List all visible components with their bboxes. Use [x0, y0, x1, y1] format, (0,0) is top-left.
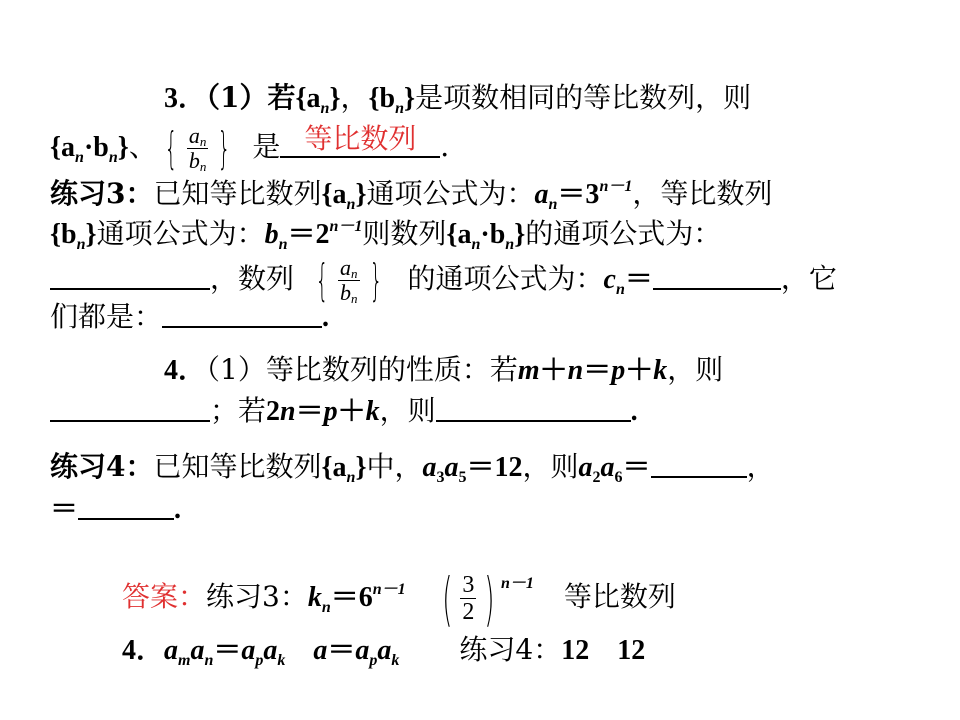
ex3-label: 练习3：	[50, 177, 154, 210]
ex3-line3: ，数列 { $\frac{a_n}{b_n}$ } 的通项公式为：$c_n=$ ，它	[50, 252, 837, 306]
item4-line2: ；若2n＝p＋k，则 .	[50, 390, 638, 430]
ex4-blank-2	[78, 488, 174, 520]
ex3-line1: 练习3：已知等比数列$\{a_n\}$通项公式为：$a_n=3^{n-1}$，等比数列	[50, 177, 773, 213]
answers-line1: 答案：练习3：$k_n=6^{n-1}$ ( $\frac{3}{2}$ ) $^{n-1}$ 等比数列	[122, 564, 676, 633]
fraction-an-bn: $\frac{a_n}{b_n}$	[340, 255, 358, 306]
left-brace: {	[164, 122, 178, 174]
fraction-3-2: $\frac{3}{2}$	[462, 572, 475, 625]
ex3-line4: 们都是： .	[50, 296, 329, 336]
item3-text: 是项数相同的等比数列，则	[415, 81, 752, 114]
left-paren: (	[441, 564, 453, 633]
ex4-blank-1	[651, 446, 747, 478]
item3-part: （1）若	[206, 81, 296, 114]
item3-answer-blank	[280, 122, 440, 158]
ex3-blank-2	[653, 258, 781, 290]
ex4-line1: 练习4：已知等比数列$\{a_n\}$中，$a_3a_5=12$，则$a_2a_6=$ ，	[50, 446, 775, 486]
ex3-line2: $\{b_n\}$通项公式为：$b_n=2^{n-1}$则数列$\{a_n\cdot b_n\}$的通项公式为：	[50, 217, 722, 253]
right-brace: }	[369, 254, 382, 306]
ex4-line2: ＝ .	[50, 488, 181, 528]
item3-answer: 等比数列	[304, 122, 417, 155]
item3-line2: $\{a_n\cdot b_n\}$、 { $\frac{a_n}{b_n}$ } 是 等比数列 ．	[50, 122, 469, 174]
fraction-an-bn: $\frac{a_n}{b_n}$	[188, 123, 207, 174]
answers-line2: 4．$a_ma_n=a_pa_k$ $a=a_pa_k$ 练习4：12 12	[122, 633, 646, 669]
right-brace: }	[218, 122, 231, 174]
ex3-blank-1	[50, 258, 210, 290]
item4-number: 4．	[164, 355, 207, 386]
item4-line1: 4．（1）等比数列的性质：若m＋n＝p＋k，则	[164, 353, 724, 386]
ex3-blank-3	[162, 296, 322, 328]
right-paren: )	[484, 564, 495, 633]
ex4-label: 练习4：	[50, 450, 154, 483]
item4-blank-1	[50, 390, 210, 422]
item3-line1: 3．（1）若$\{a_n\}$，$\{b_n\}$是项数相同的等比数列，则	[164, 81, 752, 117]
item4-blank-2	[436, 390, 631, 422]
answers-label: 答案：	[122, 580, 207, 613]
left-brace: {	[315, 254, 329, 306]
item3-number: 3．	[164, 83, 207, 114]
